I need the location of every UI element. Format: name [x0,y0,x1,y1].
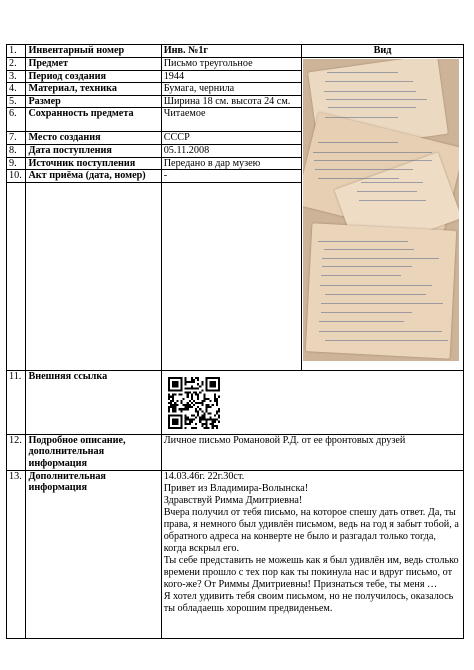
photo-cell [302,58,464,371]
row-number: 3. [7,70,26,83]
row-number: 5. [7,95,26,108]
field-label: Период создания [26,70,161,83]
letter-photo [303,59,459,361]
field-value: СССР [161,132,301,145]
museum-catalog-table [6,44,464,639]
field-label: Инвентарный номер [26,45,161,58]
row-number: 2. [7,58,26,71]
letter-transcript [161,470,463,638]
field-value: Письмо треугольное [161,58,301,71]
field-value: 05.11.2008 [161,144,301,157]
qr-code-icon[interactable] [168,377,220,429]
row-number: 7. [7,132,26,145]
field-label: Сохранность предмета [26,108,161,132]
field-value [161,182,301,370]
field-label: Дата поступления [26,144,161,157]
letter-greeting: Привет из Владимира-Волынска! [163,482,309,494]
letter-salutation: Здравствуй Римма Дмитриевна! [163,494,303,506]
field-value: Личное письмо Романовой Р.Д. от ее фронтовых друзей [161,434,463,470]
table-row [7,58,464,71]
field-label [26,182,161,370]
field-label: Предмет [26,58,161,71]
row-number: 1. [7,45,26,58]
row-number: 4. [7,83,26,96]
field-label: Размер [26,95,161,108]
row-number [7,182,26,370]
field-value: - [161,170,301,183]
row-number: 13. [7,470,26,638]
row-number: 11. [7,370,26,434]
field-value: Читаемое [161,108,301,132]
row-number: 9. [7,157,26,170]
field-label: Дополнительная информация [26,470,161,638]
table-header-row [7,45,464,58]
external-link-row [7,370,464,434]
row-number: 10. [7,170,26,183]
field-value: Передано в дар музею [161,157,301,170]
description-row [7,434,464,470]
letter-paragraph: Ты себе представить не можешь как я был удивлён им, ведь столько времени прошло с тех пор как ты покинула нас и вдруг письмо, от кого-же? От Риммы Дмитриевны! Признаться тебе, ты меня … [163,554,459,590]
qr-cell [161,370,463,434]
letter-paragraph: Вчера получил от тебя письмо, на которое спешу дать ответ. Да, ты права, я немного был удивлён письмом, ведь на год я забыт тобой, а обратного адреса на конверте не было и разгадал только тогда, когда вскрыл его. [163,506,459,554]
field-label: Материал, техника [26,83,161,96]
field-label: Подробное описание, дополнительная информация [26,434,161,470]
row-number: 6. [7,108,26,132]
field-value: Инв. №1г [161,45,301,58]
additional-info-row [7,470,464,638]
view-column-header: Вид [302,45,464,58]
field-value: 1944 [161,70,301,83]
letter-date: 14.03.46г. 22г.30ст. [163,470,245,482]
field-value: Бумага, чернила [161,83,301,96]
field-label: Источник поступления [26,157,161,170]
letter-paragraph: Я хотел удивить тебя своим письмом, но не получилось, оказалось ты обладаешь хорошим предвиденьем. [163,590,454,614]
field-value: Ширина 18 см. высота 24 см. [161,95,301,108]
row-number: 8. [7,144,26,157]
field-label: Место создания [26,132,161,145]
field-label: Внешняя ссылка [26,370,161,434]
field-label: Акт приёма (дата, номер) [26,170,161,183]
row-number: 12. [7,434,26,470]
